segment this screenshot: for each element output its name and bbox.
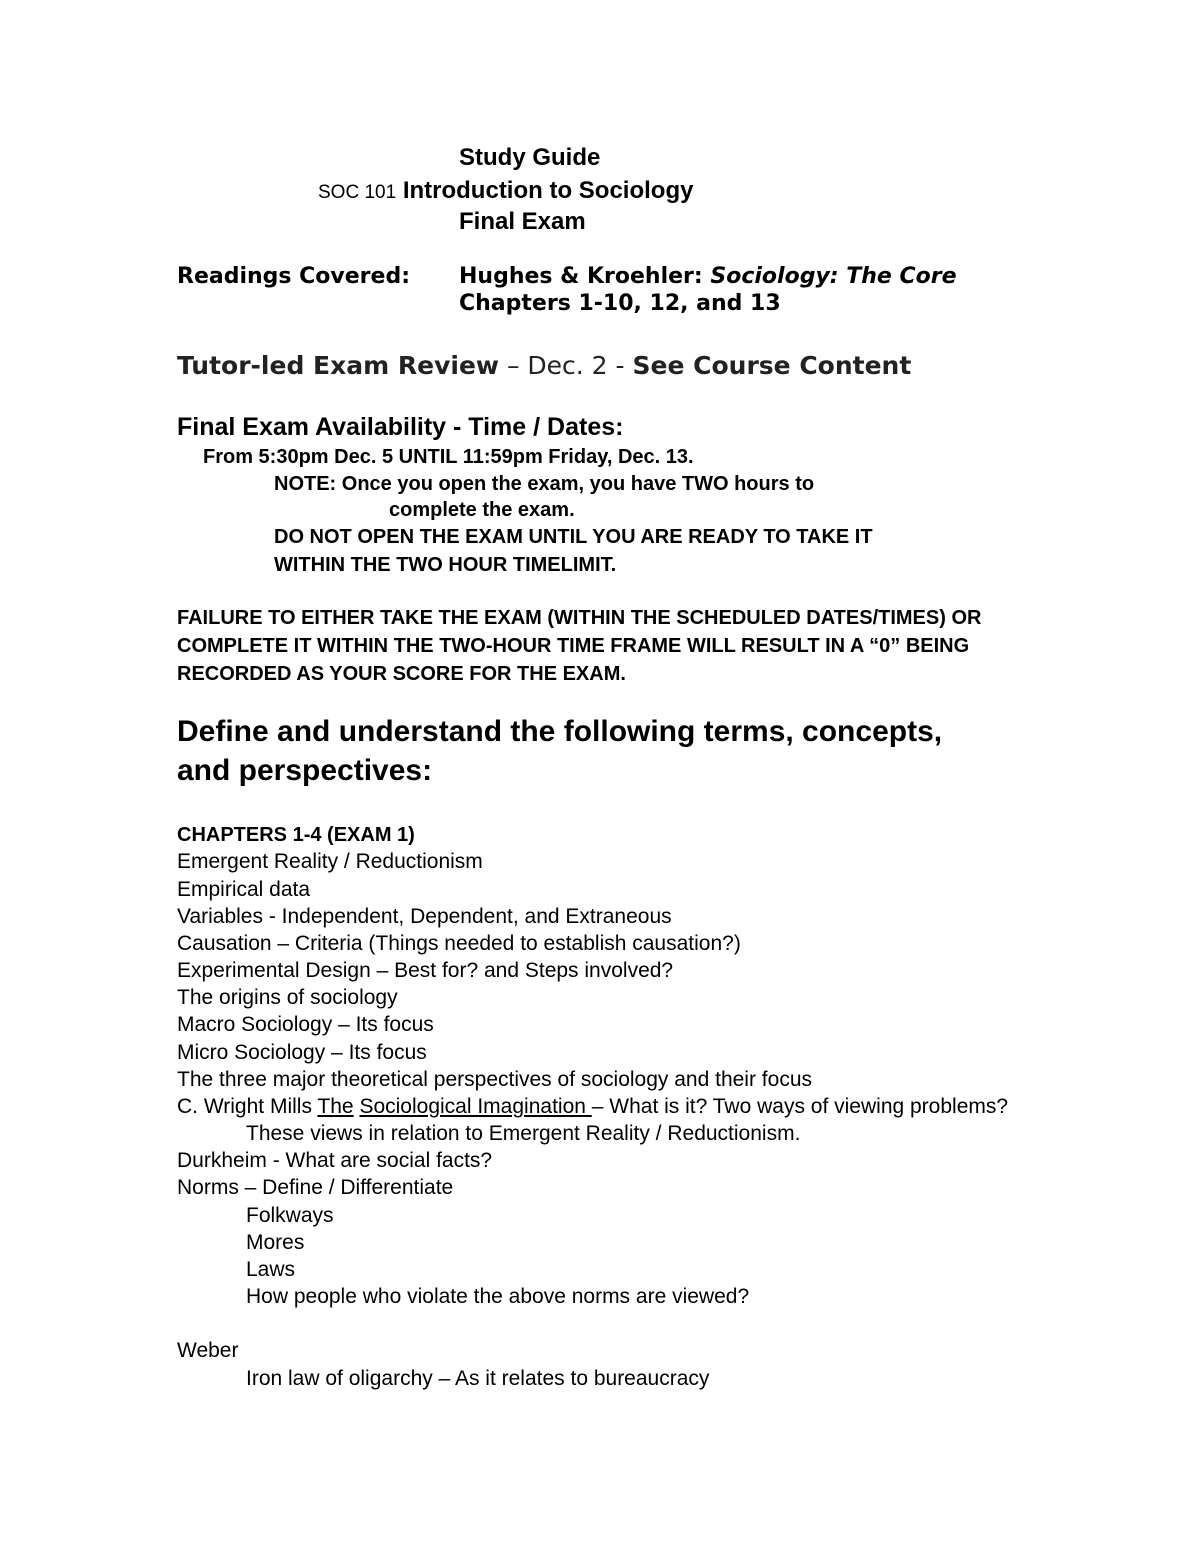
exam-name: Final Exam <box>459 208 586 235</box>
readings-book <box>459 266 957 288</box>
course-heading <box>318 179 693 203</box>
term-item: The three major theoretical perspectives of sociology and their focus <box>177 1068 812 1091</box>
term-subitem: Mores <box>246 1231 305 1254</box>
mills-name: C. Wright Mills <box>177 1095 312 1118</box>
review-link[interactable]: See Course Content <box>632 351 912 380</box>
readings-label: Readings Covered: <box>177 264 410 289</box>
failure-notice-line-2: COMPLETE IT WITHIN THE TWO-HOUR TIME FRAME WILL RESULT IN A “0” BEING <box>177 635 970 657</box>
page-title: Study Guide <box>459 144 601 171</box>
mills-rest: – What is it? Two ways of viewing problems? <box>591 1095 1009 1118</box>
readings-chapters: Chapters 1-10, 12, and 13 <box>459 291 781 316</box>
term-item: Causation – Criteria (Things needed to establish causation?) <box>177 932 741 955</box>
term-item: Empirical data <box>177 878 311 901</box>
term-subitem: These views in relation to Emergent Reality / Reductionism. <box>246 1122 801 1145</box>
availability-note-2: complete the exam. <box>389 499 575 521</box>
exam-review <box>177 353 911 378</box>
mills-title: Sociological Imagination <box>359 1095 586 1118</box>
define-heading-line-2: and perspectives: <box>177 754 433 787</box>
term-item-mills <box>177 1096 1008 1117</box>
term-subitem: How people who violate the above norms are viewed? <box>246 1285 750 1308</box>
availability-window: From 5:30pm Dec. 5 UNTIL 11:59pm Friday, Dec. 13. <box>203 446 694 468</box>
availability-warning-1: DO NOT OPEN THE EXAM UNTIL YOU ARE READY TO TAKE IT <box>274 526 873 548</box>
course-name: Introduction to Sociology <box>402 177 694 204</box>
term-item: Variables - Independent, Dependent, and Extraneous <box>177 905 672 928</box>
term-item: Emergent Reality / Reductionism <box>177 850 483 873</box>
availability-heading: Final Exam Availability - Time / Dates: <box>177 413 624 441</box>
term-item: Micro Sociology – Its focus <box>177 1041 427 1064</box>
term-item: Norms – Define / Differentiate <box>177 1176 454 1199</box>
term-item: Durkheim - What are social facts? <box>177 1149 493 1172</box>
chapters-heading: CHAPTERS 1-4 (EXAM 1) <box>177 824 415 846</box>
term-item: Experimental Design – Best for? and Steps involved? <box>177 959 674 982</box>
failure-notice-line-1: FAILURE TO EITHER TAKE THE EXAM (WITHIN THE SCHEDULED DATES/TIMES) OR <box>177 607 982 629</box>
review-date: – Dec. 2 - <box>506 351 625 380</box>
term-subitem: Folkways <box>246 1204 334 1227</box>
readings-book-title: Sociology: The Core <box>710 264 957 289</box>
mills-the: The <box>317 1095 354 1118</box>
availability-note-1: NOTE: Once you open the exam, you have TWO hours to <box>274 473 815 495</box>
review-label: Tutor-led Exam Review <box>177 351 500 380</box>
failure-notice-line-3: RECORDED AS YOUR SCORE FOR THE EXAM. <box>177 663 626 685</box>
readings-authors: Hughes & Kroehler: <box>459 264 703 289</box>
term-subitem: Laws <box>246 1258 296 1281</box>
term-item: The origins of sociology <box>177 986 398 1009</box>
term-item: Macro Sociology – Its focus <box>177 1013 434 1036</box>
course-code: SOC 101 <box>318 182 397 203</box>
define-heading-line-1: Define and understand the following terms, concepts, <box>177 715 943 748</box>
term-subitem: Iron law of oligarchy – As it relates to bureaucracy <box>246 1367 710 1390</box>
availability-warning-2: WITHIN THE TWO HOUR TIMELIMIT. <box>274 554 617 576</box>
term-item: Weber <box>177 1339 239 1362</box>
